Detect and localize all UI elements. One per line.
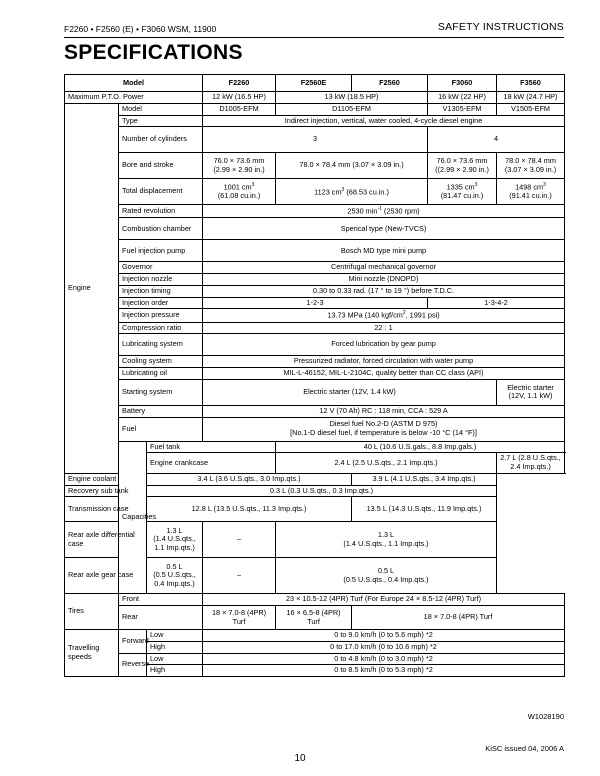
table-cell: MIL-L-46152, MIL-L-2104C, quality better than CC class (API) [203, 368, 565, 380]
row-label-reverse: Reverse [119, 653, 147, 677]
row-label: Number of cylinders [119, 127, 203, 153]
row-label: Lubricating oil [119, 368, 203, 380]
row-label: Bore and stroke [119, 153, 203, 179]
table-cell: 4 [428, 127, 565, 153]
row-label: Model [119, 103, 203, 115]
table-row [65, 127, 565, 153]
table-cell: 2.7 L (2.8 U.S.qts., 2.4 Imp.qts.) [497, 453, 565, 474]
row-label: Total displacement [119, 179, 203, 205]
table-cell: 3.4 L (3.6 U.S.qts., 3.0 Imp.qts.) [147, 473, 352, 485]
table-row [65, 417, 565, 441]
table-cell: Electric starter (12V, 1.4 kW) [203, 379, 497, 405]
table-cell: Indirect injection, vertical, water cooled, 4-cycle diesel engine [203, 115, 565, 127]
table-cell: – [203, 558, 276, 594]
column-f3060: F3060 [428, 75, 497, 92]
table-cell: 1-2-3 [203, 297, 428, 309]
table-cell: 13.73 MPa (140 kgf/$cm^2$, 1991 psi) [203, 309, 565, 322]
table-row [65, 630, 565, 642]
table-cell: 16 × 6.5-8 (4PR) Turf [276, 606, 352, 630]
table-row [65, 368, 565, 380]
table-cell: 0.5 L (0.5 U.S.qts., 0.4 Imp.qts.) [147, 558, 203, 594]
table-cell: 0 to 8.5 km/h (0 to 5.3 mph) *2 [203, 665, 565, 677]
table-cell: Bosch MD type mini pump [203, 240, 565, 262]
table-cell: 16 kW (22 HP) [428, 92, 497, 104]
group-label-tires: Tires [65, 594, 119, 630]
table-cell: Forced lubrication by gear pump [203, 334, 565, 356]
row-label: Injection nozzle [119, 274, 203, 286]
row-label: Rated revolution [119, 205, 203, 218]
table-row [65, 285, 565, 297]
reference-code: W1028190 [527, 712, 564, 721]
table-cell: 0 to 9.0 km/h (0 to 5.6 mph) *2 [203, 630, 565, 642]
row-label: High [147, 665, 203, 677]
table-row [65, 262, 565, 274]
row-label: Rear axle differential case [65, 522, 147, 558]
table-cell: Mini nozzle (DNOPD) [203, 274, 565, 286]
table-row [65, 558, 565, 594]
row-label: Type [119, 115, 203, 127]
table-cell: 76.0 × 73.6 mm ((2.99 × 2.90 in.) [428, 153, 497, 179]
table-cell: Diesel fuel No.2-D (ASTM D 975) [No.1-D diesel fuel, if temperature is below -10 °C (14 °F)] [203, 417, 565, 441]
table-cell: 0.5 L (0.5 U.S.qts., 0.4 Imp.qts.) [276, 558, 497, 594]
table-row [65, 103, 565, 115]
table-row [65, 179, 565, 205]
table-row [65, 322, 565, 334]
column-f2560: F2560 [352, 75, 428, 92]
column-f2560e: F2560E [276, 75, 352, 92]
row-label: Low [147, 653, 203, 665]
table-row [65, 653, 565, 665]
group-label-travelling-speeds: Travelling speeds [65, 630, 119, 677]
row-label: Injection timing [119, 285, 203, 297]
page-number: 10 [294, 753, 306, 764]
table-row [65, 594, 565, 606]
column-f2260: F2260 [203, 75, 276, 92]
table-cell: 3 [203, 127, 428, 153]
model-header: Model [65, 75, 203, 92]
table-cell: 78.0 × 78.4 mm (3.07 × 3.09 in.) [497, 153, 565, 179]
row-label: Front [119, 594, 203, 606]
table-row [65, 297, 565, 309]
table-cell: 23 × 10.5-12 (4PR) Turf (For Europe 24 × 8.5-12 (4PR) Turf) [203, 594, 565, 606]
table-cell: 2530 $\min^{-1} (2530$ rpm) [203, 205, 565, 218]
table-cell: 1.3 L (1.4 U.S.qts., 1.1 Imp.qts.) [276, 522, 497, 558]
table-row [65, 92, 565, 104]
table-cell: – [203, 522, 276, 558]
row-label: Compression ratio [119, 322, 203, 334]
row-label: Rear [119, 606, 203, 630]
table-cell: 18 kW (24.7 HP) [497, 92, 565, 104]
table-row [65, 522, 565, 558]
table-cell: 12 V (70 Ah) RC : 118 min, CCA : 529 A [203, 405, 565, 417]
table-row [65, 153, 565, 179]
table-cell: D1005-EFM [203, 103, 276, 115]
table-cell: 0.30 to 0.33 rad. (17 ° to 19 °) before T.D.C. [203, 285, 565, 297]
table-cell: 18 × 7.0-8 (4PR) Turf [352, 606, 565, 630]
row-label: Injection order [119, 297, 203, 309]
table-cell: 2.4 L (2.5 U.S.qts., 2.1 Imp.qts.) [276, 453, 497, 474]
row-label: Maximum P.T.O. Power [65, 92, 203, 104]
table-cell: Sperical type (New-TVCS) [203, 218, 565, 240]
table-row [65, 606, 565, 630]
table-cell: 3.9 L (4.1 U.S.qts., 3.4 Imp.qts.) [352, 473, 497, 485]
table-cell: 1.3 L (1.4 U.S.qts., 1.1 Imp.qts.) [147, 522, 203, 558]
table-cell: Centrifugal mechanical governor [203, 262, 565, 274]
table-cell: 40 L (10.6 U.S.gals., 8.8 Imp.gals.) [276, 441, 565, 453]
row-label: Starting system [119, 379, 203, 405]
table-row [65, 441, 565, 453]
page-header [64, 20, 564, 36]
table-cell: 1-3-4-2 [428, 297, 565, 309]
table-row [65, 334, 565, 356]
page-title: SPECIFICATIONS [64, 41, 243, 64]
table-cell: V1305-EFM [428, 103, 497, 115]
row-label: Fuel tank [147, 441, 276, 453]
header-model-list: F2260 • F2560 (E) • F3060 WSM, 11900 [64, 24, 217, 34]
column-f3560: F3560 [497, 75, 565, 92]
table-row [65, 240, 565, 262]
row-label: High [147, 641, 203, 653]
row-label: Engine coolant [65, 473, 147, 485]
table-cell: 0 to 4.8 km/h (0 to 3.0 mph) *2 [203, 653, 565, 665]
table-row [65, 485, 565, 497]
row-label: Transmission case [65, 497, 147, 522]
row-label: Engine crankcase [147, 453, 276, 474]
table-row [65, 405, 565, 417]
table-cell: 1335 $cm^3$ (81.47 cu.in.) [428, 179, 497, 205]
table-cell: 0 to 17.0 km/h (0 to 10.6 mph) *2 [203, 641, 565, 653]
table-row [65, 218, 565, 240]
row-label: Low [147, 630, 203, 642]
specifications-table [64, 74, 565, 677]
group-label-engine: Engine [65, 103, 119, 473]
row-label: Recovery sub tank [65, 485, 147, 497]
table-header-row [65, 75, 565, 92]
table-cell: 13 kW (18.5 HP) [276, 92, 428, 104]
row-label: Fuel injection pump [119, 240, 203, 262]
header-section-title: SAFETY INSTRUCTIONS [437, 21, 564, 33]
table-cell: 18 × 7.0-8 (4PR) Turf [203, 606, 276, 630]
header-rule [64, 37, 564, 38]
table-cell: 13.5 L (14.3 U.S.qts., 11.9 Imp.qts.) [352, 497, 497, 522]
row-label: Injection pressure [119, 309, 203, 322]
row-label: Governor [119, 262, 203, 274]
table-cell: 1498 $cm^3$ (91.41 cu.in.) [497, 179, 565, 205]
table-cell: 12 kW (16.5 HP) [203, 92, 276, 104]
table-row [65, 274, 565, 286]
table-cell: D1105-EFM [276, 103, 428, 115]
table-cell: V1505-EFM [497, 103, 565, 115]
table-cell: 12.8 L (13.5 U.S.qts., 11.3 Imp.qts.) [147, 497, 352, 522]
table-row [65, 473, 565, 485]
table-cell: Electric starter (12V, 1.1 kW) [497, 379, 565, 405]
table-row [65, 115, 565, 127]
issue-note: KiSC issued 04, 2006 A [485, 744, 564, 753]
row-label: Battery [119, 405, 203, 417]
row-label: Lubricating system [119, 334, 203, 356]
table-cell: 1001 $cm^3$ (61.08 cu.in.) [203, 179, 276, 205]
table-cell: 1123 $cm^3$ (68.53 cu.in.) [276, 179, 428, 205]
row-label: Fuel [119, 417, 203, 441]
table-row [65, 309, 565, 322]
table-cell: 76.0 × 73.6 mm (2.99 × 2.90 in.) [203, 153, 276, 179]
table-cell: 0.3 L (0.3 U.S.qts., 0.3 Imp.qts.) [147, 485, 497, 497]
table-cell: 22 : 1 [203, 322, 565, 334]
table-cell: Pressurized radiator, forced circulation with water pump [203, 356, 565, 368]
table-row [65, 356, 565, 368]
row-label-forward: Forward [119, 630, 147, 654]
group-label-capacities: Capacities [119, 441, 147, 594]
table-row [65, 379, 565, 405]
row-label: Rear axle gear case [65, 558, 147, 594]
table-row [65, 205, 565, 218]
row-label: Combustion chamber [119, 218, 203, 240]
table-cell: 78.0 × 78.4 mm (3.07 × 3.09 in.) [276, 153, 428, 179]
row-label: Cooling system [119, 356, 203, 368]
